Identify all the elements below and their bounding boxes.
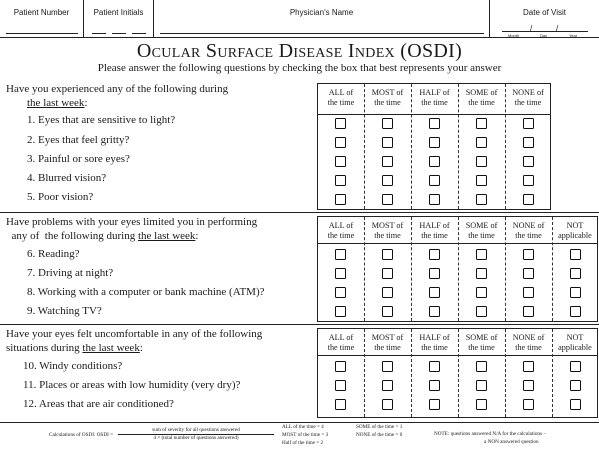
q12-half-checkbox[interactable] bbox=[429, 399, 440, 410]
q9-some-checkbox[interactable] bbox=[476, 306, 487, 317]
date-separator: / bbox=[556, 24, 559, 33]
q5-most-checkbox[interactable] bbox=[382, 194, 393, 205]
q12-most-checkbox[interactable] bbox=[382, 399, 393, 410]
q5-some-checkbox[interactable] bbox=[476, 194, 487, 205]
q9-none-checkbox[interactable] bbox=[523, 306, 534, 317]
question-6: 6. Reading? bbox=[27, 248, 80, 260]
col-header-most: MOST of the time bbox=[371, 221, 404, 240]
q5-none-checkbox[interactable] bbox=[523, 194, 534, 205]
q7-half-checkbox[interactable] bbox=[429, 268, 440, 279]
q6-all-checkbox[interactable] bbox=[335, 249, 346, 260]
q4-most-checkbox[interactable] bbox=[382, 175, 393, 186]
q4-some-checkbox[interactable] bbox=[476, 175, 487, 186]
patient-number-field[interactable] bbox=[0, 0, 84, 38]
question-9: 9. Watching TV? bbox=[27, 305, 102, 317]
q12-all-checkbox[interactable] bbox=[335, 399, 346, 410]
col-header-some: SOME of the time bbox=[465, 333, 498, 352]
q12-na-checkbox[interactable] bbox=[570, 399, 581, 410]
section-2-answer-grid bbox=[317, 216, 598, 322]
q12-some-checkbox[interactable] bbox=[476, 399, 487, 410]
column-divider bbox=[505, 217, 506, 321]
q9-most-checkbox[interactable] bbox=[382, 306, 393, 317]
score-none: NONE of the time = 0 bbox=[356, 432, 403, 438]
col-header-none: NONE of the time bbox=[512, 221, 545, 240]
header-divider bbox=[318, 114, 550, 115]
section-3-timeframe: the last week bbox=[82, 342, 140, 354]
q2-none-checkbox[interactable] bbox=[523, 137, 534, 148]
q9-all-checkbox[interactable] bbox=[335, 306, 346, 317]
section-3-prompt-line2: situations during the last week: bbox=[6, 342, 143, 354]
section-1-colon: : bbox=[84, 97, 88, 109]
q3-some-checkbox[interactable] bbox=[476, 156, 487, 167]
section-divider bbox=[0, 324, 599, 325]
col-header-some: SOME of the time bbox=[465, 88, 498, 107]
section-1-timeframe: the last week bbox=[27, 97, 85, 109]
patient-number-label: Patient Number bbox=[13, 8, 70, 17]
q8-half-checkbox[interactable] bbox=[429, 287, 440, 298]
q11-all-checkbox[interactable] bbox=[335, 380, 346, 391]
column-divider bbox=[505, 329, 506, 417]
initial-2-line bbox=[112, 33, 126, 34]
q6-some-checkbox[interactable] bbox=[476, 249, 487, 260]
scoring-footer bbox=[0, 424, 599, 451]
date-of-visit-field[interactable] bbox=[490, 0, 599, 38]
column-divider bbox=[364, 329, 365, 417]
form-header bbox=[0, 0, 599, 38]
q10-most-checkbox[interactable] bbox=[382, 361, 393, 372]
section-divider bbox=[0, 212, 599, 213]
section-2-prompt: Have problems with your eyes limited you in performing bbox=[6, 216, 258, 228]
year-label: Year bbox=[569, 33, 578, 38]
q7-na-checkbox[interactable] bbox=[570, 268, 581, 279]
q4-half-checkbox[interactable] bbox=[429, 175, 440, 186]
section-1-prompt: Have you experienced any of the following during bbox=[6, 83, 229, 95]
score-most: MOST of the time = 3 bbox=[282, 432, 329, 438]
date-of-visit-label: Date of Visit bbox=[523, 8, 566, 17]
initial-1-line bbox=[92, 33, 106, 34]
q8-none-checkbox[interactable] bbox=[523, 287, 534, 298]
q10-all-checkbox[interactable] bbox=[335, 361, 346, 372]
col-header-not-applicable: NOT applicable bbox=[558, 221, 592, 240]
osdi-calc-label: Calculations of OSDI: OSDI = bbox=[49, 432, 114, 438]
col-header-all: ALL of the time bbox=[327, 333, 355, 352]
column-divider bbox=[411, 329, 412, 417]
q10-some-checkbox[interactable] bbox=[476, 361, 487, 372]
col-header-half: HALF of the time bbox=[419, 88, 450, 107]
score-some: SOME of the time = 1 bbox=[356, 424, 403, 430]
column-divider bbox=[458, 217, 459, 321]
q5-all-checkbox[interactable] bbox=[335, 194, 346, 205]
q1-all-checkbox[interactable] bbox=[335, 118, 346, 129]
q11-none-checkbox[interactable] bbox=[523, 380, 534, 391]
col-header-some: SOME of the time bbox=[465, 221, 498, 240]
q2-half-checkbox[interactable] bbox=[429, 137, 440, 148]
col-header-all: ALL of the time bbox=[327, 88, 355, 107]
q8-some-checkbox[interactable] bbox=[476, 287, 487, 298]
page-title: Ocular Surface Disease Index (OSDI) bbox=[136, 40, 463, 62]
section-1-prompt-line2 bbox=[27, 97, 88, 109]
q11-some-checkbox[interactable] bbox=[476, 380, 487, 391]
column-divider bbox=[458, 329, 459, 417]
osdi-denominator: 4 × (total number of questions answered) bbox=[153, 435, 239, 441]
q4-all-checkbox[interactable] bbox=[335, 175, 346, 186]
day-label: Day bbox=[540, 33, 548, 38]
column-divider bbox=[364, 217, 365, 321]
q7-some-checkbox[interactable] bbox=[476, 268, 487, 279]
q3-half-checkbox[interactable] bbox=[429, 156, 440, 167]
col-header-none: NONE of the time bbox=[512, 88, 544, 107]
q6-most-checkbox[interactable] bbox=[382, 249, 393, 260]
question-10: 10. Windy conditions? bbox=[23, 360, 123, 372]
q7-all-checkbox[interactable] bbox=[335, 268, 346, 279]
q2-some-checkbox[interactable] bbox=[476, 137, 487, 148]
column-divider bbox=[411, 84, 412, 209]
col-header-none: NONE of the time bbox=[512, 333, 545, 352]
q1-most-checkbox[interactable] bbox=[382, 118, 393, 129]
initial-3-line bbox=[132, 33, 146, 34]
q9-na-checkbox[interactable] bbox=[570, 306, 581, 317]
col-header-most: MOST of the time bbox=[371, 333, 404, 352]
q6-none-checkbox[interactable] bbox=[523, 249, 534, 260]
q11-half-checkbox[interactable] bbox=[429, 380, 440, 391]
footer-divider bbox=[0, 422, 599, 423]
column-divider bbox=[552, 217, 553, 321]
q3-all-checkbox[interactable] bbox=[335, 156, 346, 167]
q5-half-checkbox[interactable] bbox=[429, 194, 440, 205]
q2-all-checkbox[interactable] bbox=[335, 137, 346, 148]
question-5: 5. Poor vision? bbox=[27, 191, 94, 203]
note-line-2: a NON answered question bbox=[484, 439, 539, 445]
q1-some-checkbox[interactable] bbox=[476, 118, 487, 129]
q11-most-checkbox[interactable] bbox=[382, 380, 393, 391]
q1-none-checkbox[interactable] bbox=[523, 118, 534, 129]
column-divider bbox=[505, 84, 506, 209]
q10-none-checkbox[interactable] bbox=[523, 361, 534, 372]
section-1-answer-grid bbox=[317, 83, 551, 210]
score-all: ALL of the time = 4 bbox=[282, 424, 324, 430]
q11-na-checkbox[interactable] bbox=[570, 380, 581, 391]
section-2-prompt-line2: any of the following during the last week: bbox=[6, 230, 199, 242]
section-3-answer-grid bbox=[317, 328, 598, 418]
column-divider bbox=[552, 329, 553, 417]
q6-half-checkbox[interactable] bbox=[429, 249, 440, 260]
question-4: 4. Blurred vision? bbox=[27, 172, 107, 184]
patient-number-line bbox=[6, 33, 78, 34]
q3-none-checkbox[interactable] bbox=[523, 156, 534, 167]
q8-na-checkbox[interactable] bbox=[570, 287, 581, 298]
q8-all-checkbox[interactable] bbox=[335, 287, 346, 298]
q8-most-checkbox[interactable] bbox=[382, 287, 393, 298]
col-header-half: HALF of the time bbox=[419, 333, 450, 352]
q7-none-checkbox[interactable] bbox=[523, 268, 534, 279]
question-2: 2. Eyes that feel gritty? bbox=[27, 134, 130, 146]
physician-name-label: Physician's Name bbox=[289, 8, 354, 17]
question-7: 7. Driving at night? bbox=[27, 267, 114, 279]
month-label: Month bbox=[508, 33, 520, 38]
q4-none-checkbox[interactable] bbox=[523, 175, 534, 186]
patient-initials-label: Patient Initials bbox=[93, 8, 144, 17]
q10-half-checkbox[interactable] bbox=[429, 361, 440, 372]
column-divider bbox=[411, 217, 412, 321]
date-line bbox=[502, 31, 588, 32]
question-8: 8. Working with a computer or bank machine (ATM)? bbox=[27, 286, 265, 298]
q1-half-checkbox[interactable] bbox=[429, 118, 440, 129]
question-12: 12. Areas that are air conditioned? bbox=[23, 398, 174, 410]
col-header-all: ALL of the time bbox=[327, 221, 355, 240]
physician-name-line bbox=[160, 33, 484, 34]
q2-most-checkbox[interactable] bbox=[382, 137, 393, 148]
column-divider bbox=[364, 84, 365, 209]
col-header-most: MOST of the time bbox=[371, 88, 404, 107]
patient-initials-field[interactable] bbox=[84, 0, 154, 38]
date-separator: / bbox=[530, 24, 533, 33]
note-line-1: NOTE: questions answered N/A for the calculations – bbox=[434, 431, 546, 437]
page-subtitle: Please answer the following questions by checking the box that best represents your answer bbox=[97, 62, 502, 74]
col-header-not-applicable: NOT applicable bbox=[558, 333, 592, 352]
question-1: 1. Eyes that are sensitive to light? bbox=[27, 114, 176, 126]
column-divider bbox=[458, 84, 459, 209]
q9-half-checkbox[interactable] bbox=[429, 306, 440, 317]
q7-most-checkbox[interactable] bbox=[382, 268, 393, 279]
physician-name-field[interactable] bbox=[154, 0, 490, 38]
q10-na-checkbox[interactable] bbox=[570, 361, 581, 372]
q3-most-checkbox[interactable] bbox=[382, 156, 393, 167]
section-3-prompt: Have your eyes felt uncomfortable in any of the following bbox=[6, 328, 263, 340]
question-11: 11. Places or areas with low humidity (very dry)? bbox=[23, 379, 241, 391]
score-half: Half of the time = 2 bbox=[282, 440, 324, 446]
col-header-half: HALF of the time bbox=[419, 221, 450, 240]
osdi-numerator: sum of severity for all questions answered bbox=[152, 427, 240, 433]
q12-none-checkbox[interactable] bbox=[523, 399, 534, 410]
question-3: 3. Painful or sore eyes? bbox=[27, 153, 130, 165]
q6-na-checkbox[interactable] bbox=[570, 249, 581, 260]
section-2-timeframe: the last week bbox=[137, 230, 196, 242]
